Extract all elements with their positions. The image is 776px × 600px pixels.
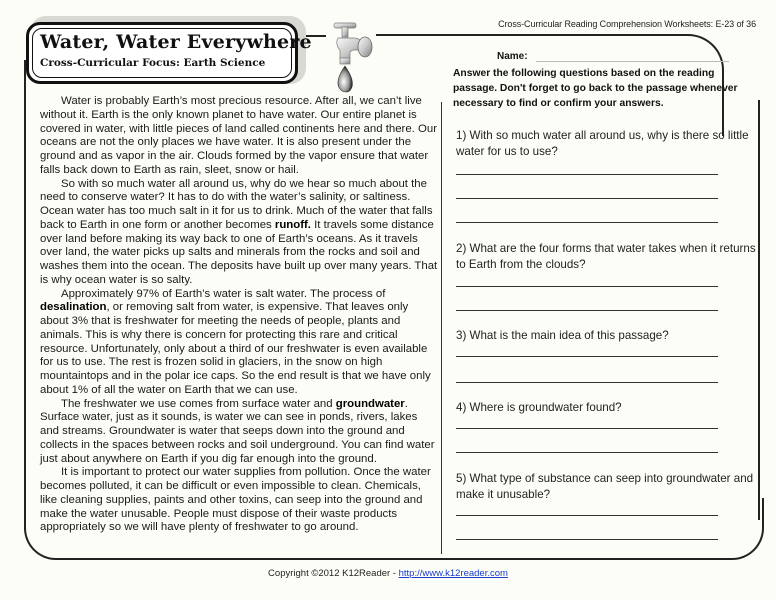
answer-line[interactable]	[456, 310, 718, 311]
frame-border-right	[758, 100, 760, 520]
answer-line[interactable]	[456, 198, 718, 199]
frame-border-left	[24, 60, 26, 530]
name-field[interactable]	[497, 51, 729, 62]
question-1: 1) With so much water all around us, why is there so little water for us to use?	[456, 129, 749, 158]
question-4: 4) Where is groundwater found?	[456, 401, 622, 414]
passage-text: It travels some distance over land before making its way back to one of Earth’s oceans. As it travels over land, the water picks up salts and minerals from the rocks and soil and washes them into the ocean. The deposits have built up over many years. That is why ocean water is so salty.	[40, 218, 438, 286]
answer-line[interactable]	[456, 452, 718, 453]
vocabulary-term: desalination	[40, 301, 107, 314]
faucet-icon	[324, 18, 376, 94]
answer-line[interactable]	[456, 286, 718, 287]
answer-line[interactable]	[456, 382, 718, 383]
reading-passage	[40, 95, 438, 535]
question-5: 5) What type of substance can seep into groundwater and make it unusable?	[456, 472, 754, 501]
vocabulary-term: runoff.	[274, 218, 311, 231]
worksheet-title: Water, Water Everywhere	[40, 31, 312, 53]
title-box	[26, 22, 312, 84]
question-3: 3) What is the main idea of this passage?	[456, 329, 669, 342]
answer-line[interactable]	[456, 174, 718, 175]
passage-paragraph	[40, 288, 438, 398]
copyright-text: Copyright ©2012 K12Reader -	[268, 568, 399, 579]
name-input-line[interactable]	[536, 51, 729, 62]
name-label: Name:	[497, 51, 528, 62]
answer-line[interactable]	[456, 356, 718, 357]
vocabulary-term: groundwater	[335, 397, 405, 410]
answer-line[interactable]	[456, 539, 718, 540]
passage-text: The freshwater we use comes from surface water and	[61, 397, 336, 410]
passage-paragraph	[40, 178, 438, 288]
question-2: 2) What are the four forms that water takes when it returns to Earth from the clouds?	[456, 242, 756, 271]
worksheet-subtitle: Cross-Curricular Focus: Earth Science	[40, 57, 266, 69]
passage-text: , or removing salt from water, is expensive. That leaves only about 3% that is freshwater for meeting the needs of people, plants and animals. This is why there is concern for protecting this rare and critical resource. Unfortunately, only about a third of our freshwater is even available for us to use. The rest is frozen solid in glaciers, in the snow on high mountaintops and in the polar ice caps. So the end result is that we have only about 1% of all the water on Earth that we can use.	[40, 301, 431, 396]
passage-text: . Surface water, just as it sounds, is water we can see in ponds, rivers, lakes and streams. Groundwater is water that seeps down into the ground and collects in the spaces between rocks and soil underground. You can find water just about anywhere on Earth if you dig far enough into the ground.	[40, 397, 435, 465]
footer	[0, 568, 776, 579]
passage-text: It is important to protect our water supplies from pollution. Once the water becomes polluted, it can be difficult or even impossible to clean. Chemicals, like cleaning supplies, paints and other toxins, can seep into the ground and make the water unusable. People must dispose of their waste products appropriately so we will have plenty of freshwater to go around.	[40, 466, 431, 534]
answer-line[interactable]	[456, 515, 718, 516]
passage-text: Approximately 97% of Earth’s water is salt water. The process of	[61, 287, 386, 300]
passage-paragraph	[40, 95, 438, 178]
passage-text: Water is probably Earth’s most precious resource. After all, we can’t live without it. Earth is the only known planet to have water. Our entire planet is covered in water, with little pieces of land called continents here and there. Our oceans are not the only places we have water. It is also present under the ground and as vapor in the air. Clouds formed by the vapor ensure that water falls back down to Earth as rain, sleet, snow or hail.	[40, 95, 437, 176]
answer-line[interactable]	[456, 222, 718, 223]
worksheet-page-indicator: Cross-Curricular Reading Comprehension Worksheets: E-23 of 36	[498, 19, 756, 29]
instructions-text: Answer the following questions based on the reading passage. Don't forget to go back to the passage whenever necessary to find or confirm your answers.	[453, 68, 738, 109]
column-divider	[441, 102, 442, 554]
passage-paragraph	[40, 466, 438, 535]
passage-paragraph	[40, 398, 438, 467]
k12reader-link[interactable]: http://www.k12reader.com	[398, 568, 508, 579]
answer-line[interactable]	[456, 428, 718, 429]
passage-text: So with so much water all around us, why do we hear so much about the need to conserve water? It has to do with the water’s salinity, or saltiness. Ocean water has too much salt in it for us to drink. Much of the water that falls back to Earth in one form or another becomes	[40, 177, 433, 231]
